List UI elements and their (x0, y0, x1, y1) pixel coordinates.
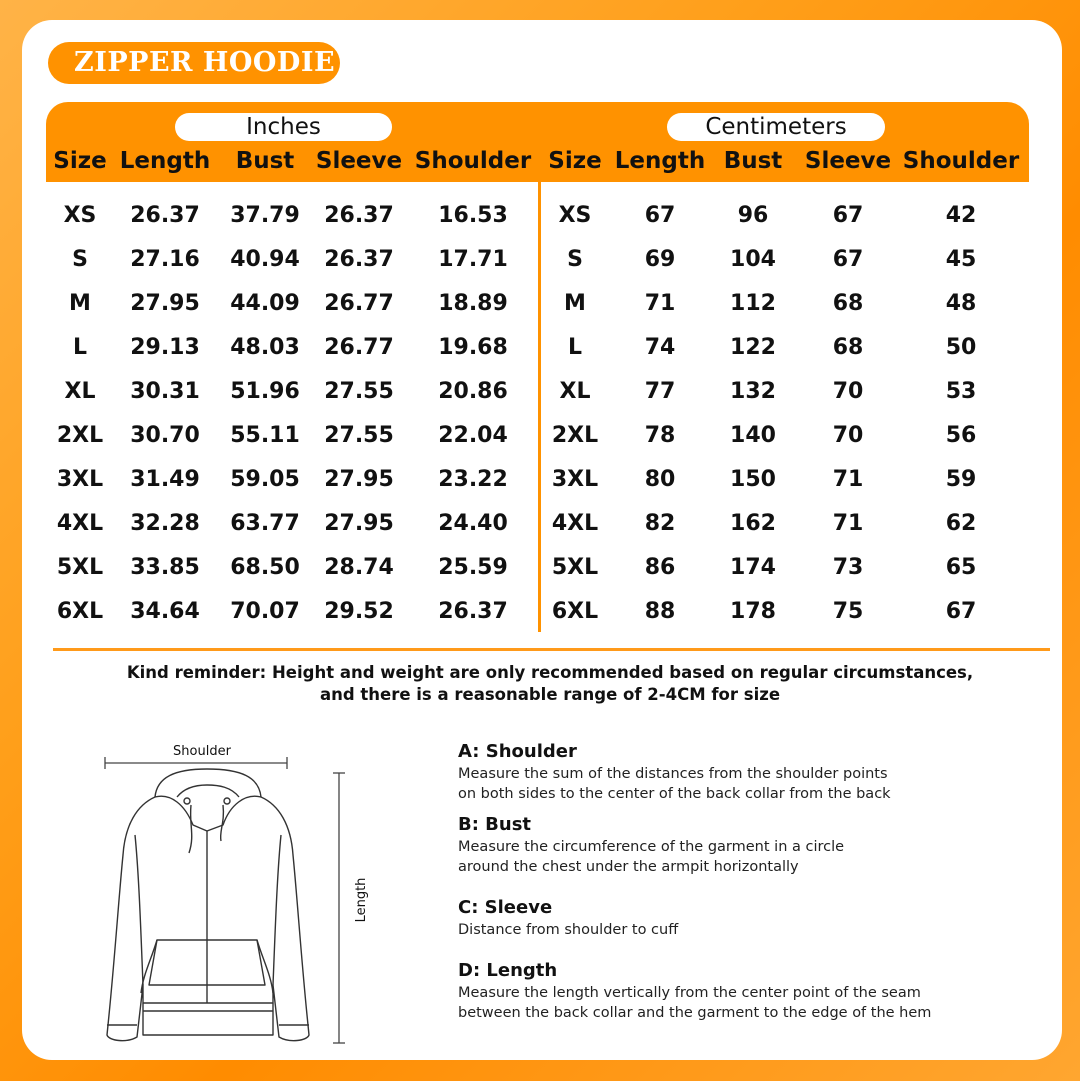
inches-cell: 59.05 (230, 467, 300, 492)
col-header-length: Length (614, 148, 706, 174)
col-header-sleeve: Sleeve (315, 148, 403, 174)
cm-cell: 5XL (551, 555, 599, 580)
inches-cell: 23.22 (438, 467, 508, 492)
centimeters-label: Centimeters (667, 113, 885, 141)
inches-cell: 44.09 (230, 291, 300, 316)
inches-cell: 55.11 (230, 423, 300, 448)
cm-cell: 3XL (551, 467, 599, 492)
inches-cell: 26.37 (324, 203, 394, 228)
cm-cell: 67 (832, 247, 864, 272)
cm-cell: 53 (945, 379, 977, 404)
cm-cell: 56 (945, 423, 977, 448)
inches-cell: 30.70 (130, 423, 200, 448)
col-header-bust: Bust (723, 148, 783, 174)
cm-cell: 104 (730, 247, 776, 272)
cm-cell: 75 (832, 599, 864, 624)
cm-cell: 73 (832, 555, 864, 580)
inches-cell: XS (63, 203, 97, 228)
inches-cell: 31.49 (130, 467, 200, 492)
inches-cell: 34.64 (130, 599, 200, 624)
cm-cell: 71 (832, 467, 864, 492)
col-header-size: Size (53, 148, 107, 174)
inches-cell: 27.95 (324, 511, 394, 536)
cm-cell: 68 (832, 291, 864, 316)
inches-cell: 20.86 (438, 379, 508, 404)
inches-cell: S (72, 247, 88, 272)
inches-cell: 33.85 (130, 555, 200, 580)
inches-cell: 27.95 (324, 467, 394, 492)
inches-cell: 51.96 (230, 379, 300, 404)
measurement-description: Measure the circumference of the garment in a circle (458, 839, 845, 855)
cm-cell: 67 (945, 599, 977, 624)
cm-cell: 68 (832, 335, 864, 360)
inches-cell: 18.89 (438, 291, 508, 316)
length-label: Length (354, 877, 369, 923)
inches-cell: 26.37 (438, 599, 508, 624)
cm-cell: 65 (945, 555, 977, 580)
inches-cell: 68.50 (230, 555, 300, 580)
inches-cell: 29.52 (324, 599, 394, 624)
product-title: ZIPPER HOODIE (48, 42, 340, 84)
cm-cell: 62 (945, 511, 977, 536)
col-header-shoulder: Shoulder (414, 148, 532, 174)
inches-cell: 27.95 (130, 291, 200, 316)
inches-cell: 40.94 (230, 247, 300, 272)
inches-cell: 6XL (56, 599, 104, 624)
cm-cell: 86 (644, 555, 676, 580)
inches-cell: 26.77 (324, 335, 394, 360)
inches-cell: 27.55 (324, 379, 394, 404)
cm-cell: 2XL (551, 423, 599, 448)
inches-cell: 37.79 (230, 203, 300, 228)
cm-cell: 150 (730, 467, 776, 492)
inches-cell: M (69, 291, 91, 316)
measurement-description: around the chest under the armpit horizontally (458, 859, 799, 875)
measurement-description: on both sides to the center of the back collar from the back (458, 786, 891, 802)
cm-cell: 71 (644, 291, 676, 316)
cm-cell: 67 (832, 203, 864, 228)
reminder-line: Kind reminder: Height and weight are only recommended based on regular circumstances, (126, 663, 974, 682)
measurement-description: Measure the sum of the distances from the shoulder points (458, 766, 888, 782)
cm-cell: 45 (945, 247, 977, 272)
inches-cell: 25.59 (438, 555, 508, 580)
cm-cell: 70 (832, 379, 864, 404)
cm-cell: 42 (945, 203, 977, 228)
col-header-sleeve: Sleeve (804, 148, 892, 174)
cm-cell: 174 (730, 555, 776, 580)
inches-cell: 27.55 (324, 423, 394, 448)
table-divider (538, 182, 541, 632)
cm-cell: 70 (832, 423, 864, 448)
cm-cell: 122 (730, 335, 776, 360)
cm-cell: 50 (945, 335, 977, 360)
inches-cell: 17.71 (438, 247, 508, 272)
measurement-title: A: Shoulder (458, 741, 577, 762)
measurement-title: D: Length (458, 960, 558, 981)
inches-cell: 2XL (56, 423, 104, 448)
col-header-bust: Bust (235, 148, 295, 174)
inches-cell: 32.28 (130, 511, 200, 536)
col-header-size: Size (548, 148, 602, 174)
cm-cell: 162 (730, 511, 776, 536)
cm-cell: 71 (832, 511, 864, 536)
inches-cell: 63.77 (230, 511, 300, 536)
measurement-title: B: Bust (458, 814, 532, 835)
col-header-length: Length (119, 148, 211, 174)
cm-cell: 78 (644, 423, 676, 448)
shoulder-label: Shoulder (173, 744, 231, 759)
inches-cell: 4XL (56, 511, 104, 536)
cm-cell: M (564, 291, 586, 316)
measurement-description: Measure the length vertically from the center point of the seam (458, 985, 921, 1001)
measurement-title: C: Sleeve (458, 897, 553, 918)
inches-cell: 22.04 (438, 423, 508, 448)
cm-cell: 67 (644, 203, 676, 228)
inches-cell: 29.13 (130, 335, 200, 360)
cm-cell: 69 (644, 247, 676, 272)
cm-cell: 80 (644, 467, 676, 492)
cm-cell: 140 (730, 423, 776, 448)
cm-cell: 59 (945, 467, 977, 492)
inches-cell: XL (64, 379, 96, 404)
section-divider (53, 648, 1050, 651)
cm-cell: L (567, 335, 583, 360)
inches-cell: 26.37 (130, 203, 200, 228)
inches-label: Inches (175, 113, 392, 141)
kind-reminder (60, 662, 1040, 706)
hoodie-diagram (95, 735, 395, 1055)
cm-cell: XL (559, 379, 591, 404)
inches-cell: 30.31 (130, 379, 200, 404)
measurement-description: between the back collar and the garment to the edge of the hem (458, 1005, 932, 1021)
cm-cell: 88 (644, 599, 676, 624)
hoodie-illustration (95, 735, 395, 1055)
inches-cell: 5XL (56, 555, 104, 580)
inches-cell: 3XL (56, 467, 104, 492)
inches-cell: 48.03 (230, 335, 300, 360)
col-header-shoulder: Shoulder (902, 148, 1020, 174)
inches-cell: L (72, 335, 88, 360)
inches-cell: 70.07 (230, 599, 300, 624)
cm-cell: 132 (730, 379, 776, 404)
inches-cell: 16.53 (438, 203, 508, 228)
cm-cell: 82 (644, 511, 676, 536)
measurement-description: Distance from shoulder to cuff (458, 922, 679, 938)
inches-cell: 26.77 (324, 291, 394, 316)
inches-cell: 28.74 (324, 555, 394, 580)
cm-cell: S (567, 247, 583, 272)
cm-cell: 178 (730, 599, 776, 624)
inches-cell: 19.68 (438, 335, 508, 360)
cm-cell: 96 (737, 203, 769, 228)
inches-cell: 26.37 (324, 247, 394, 272)
cm-cell: 4XL (551, 511, 599, 536)
reminder-line: and there is a reasonable range of 2-4CM for size (319, 685, 781, 704)
cm-cell: 48 (945, 291, 977, 316)
cm-cell: XS (558, 203, 592, 228)
inches-cell: 24.40 (438, 511, 508, 536)
cm-cell: 112 (730, 291, 776, 316)
cm-cell: 6XL (551, 599, 599, 624)
cm-cell: 74 (644, 335, 676, 360)
cm-cell: 77 (644, 379, 676, 404)
inches-cell: 27.16 (130, 247, 200, 272)
